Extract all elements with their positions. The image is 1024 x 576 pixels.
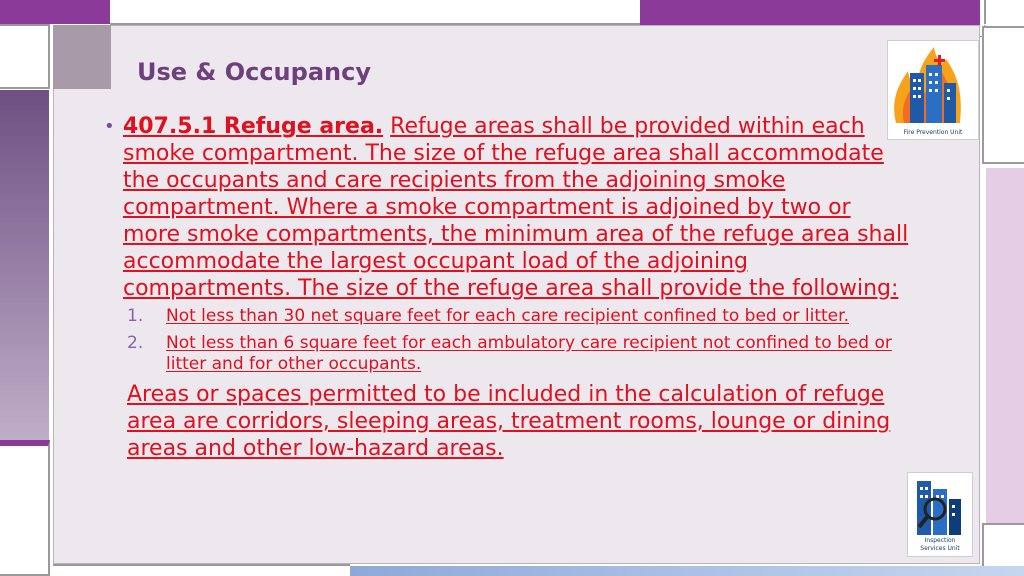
list-item-text: Not less than 30 net square feet for each care recipient confined to bed or litter. <box>166 306 849 326</box>
slide-title: Use & Occupancy <box>137 58 371 86</box>
right-column-white-box <box>982 26 1024 164</box>
fire-prevention-unit-logo <box>887 40 979 140</box>
inspection-building-icon <box>909 475 973 539</box>
list-number: 1. <box>127 306 144 326</box>
section-heading: 407.5.1 Refuge area. <box>123 114 384 139</box>
fire-building-icon <box>888 43 978 127</box>
inspection-label-line2: Services Unit <box>920 545 960 552</box>
list-item-text: Not less than 6 square feet for each ambulatory care recipient not confined to bed or litter and for other occupants. <box>166 333 892 374</box>
requirements-list <box>104 306 914 375</box>
bottom-blue-bar <box>350 566 1024 576</box>
slide-body <box>104 113 914 462</box>
closing-paragraph: Areas or spaces permitted to be included in the calculation of refuge area are corridors, sleeping areas, treatment rooms, lounge or dining areas and other low-hazard areas. <box>127 382 891 461</box>
top-white-bar <box>110 0 640 25</box>
main-bullet <box>104 113 914 302</box>
right-column-pink-bar <box>986 168 1024 523</box>
grey-accent-overlay <box>53 25 111 89</box>
left-column-bottom-white <box>0 440 50 576</box>
list-item <box>127 306 914 327</box>
left-column-top-white <box>0 24 50 89</box>
inspection-label-line1: Inspection <box>924 537 956 544</box>
left-column-purple-gradient <box>0 90 49 440</box>
section-paragraph: Refuge areas shall be provided within each smoke compartment. The size of the refuge area shall accommodate the occupants and care recipients from the adjoining smoke compartment. Where a smoke compartment is adjoined by two or more smoke compartments, the minimum area of the refuge area shall accommodate the largest occupant load of the adjoining compartments. The size of the refuge area shall provide the following: <box>123 114 909 301</box>
right-top-white-box <box>984 0 1024 24</box>
list-item <box>127 333 914 375</box>
list-number: 2. <box>127 333 144 353</box>
fire-prevention-unit-label: Fire Prevention Unit <box>903 129 963 136</box>
top-right-purple-bar <box>640 0 980 25</box>
top-left-purple-bar <box>0 0 110 24</box>
bottom-white-bar <box>53 564 350 576</box>
inspection-services-unit-logo <box>907 472 973 557</box>
bullet-marker: • <box>104 116 115 137</box>
